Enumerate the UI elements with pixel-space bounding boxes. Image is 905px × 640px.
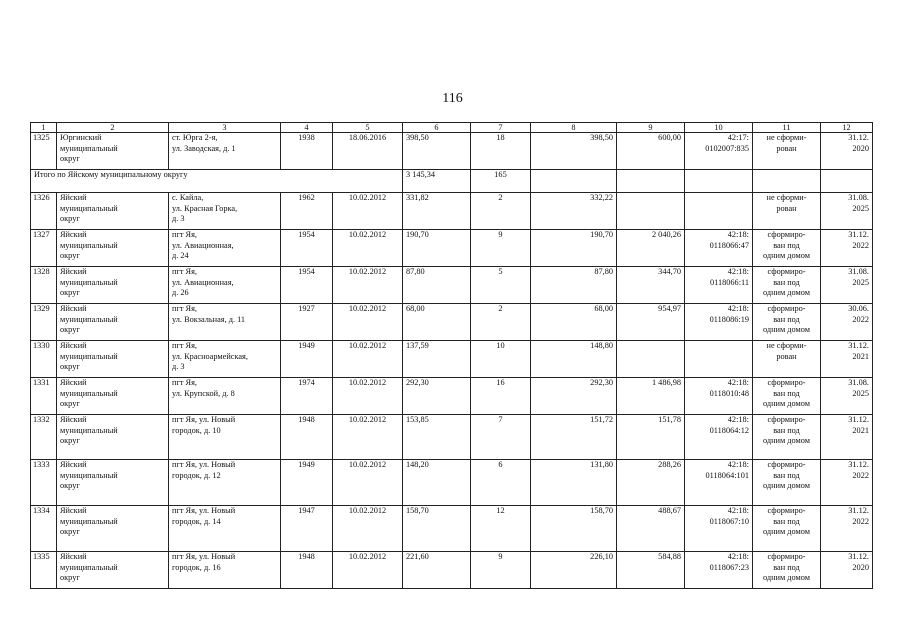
recognition-date: 10.02.2012	[333, 304, 403, 341]
cadastral-number: 42:18: 0118067:23	[685, 552, 753, 589]
total-area: 148,20	[403, 460, 471, 506]
housing-register-table	[30, 122, 873, 589]
build-year: 1927	[281, 304, 333, 341]
demolition-deadline: 31.08. 2025	[821, 378, 873, 415]
municipal-district: Яйский муниципальный округ	[57, 267, 169, 304]
address: пгт Яя, ул. Новый городок, д. 16	[169, 552, 281, 589]
municipal-district: Яйский муниципальный округ	[57, 230, 169, 267]
land-plot-area: 288,26	[617, 460, 685, 506]
empty-cell	[617, 170, 685, 193]
column-header: 6	[403, 123, 471, 133]
resettlement-area: 151,72	[531, 415, 617, 460]
municipal-district: Яйский муниципальный округ	[57, 506, 169, 552]
column-header: 7	[471, 123, 531, 133]
table-row	[31, 552, 873, 589]
resettlement-area: 131,80	[531, 460, 617, 506]
recognition-date: 10.02.2012	[333, 341, 403, 378]
address: пгт Яя, ул. Авиационная, д. 24	[169, 230, 281, 267]
cadastral-number: 42:18: 0118067:10	[685, 506, 753, 552]
resettlement-area: 190,70	[531, 230, 617, 267]
land-status: не сформи- рован	[753, 133, 821, 170]
column-number-row	[31, 123, 873, 133]
recognition-date: 10.02.2012	[333, 415, 403, 460]
resettlement-area: 292,30	[531, 378, 617, 415]
residents-count: 7	[471, 415, 531, 460]
demolition-deadline: 31.08. 2025	[821, 267, 873, 304]
total-area: 68,00	[403, 304, 471, 341]
land-plot-area: 954,97	[617, 304, 685, 341]
land-status: сформиро- ван под одним домом	[753, 415, 821, 460]
record-number: 1328	[31, 267, 57, 304]
total-residents: 165	[471, 170, 531, 193]
record-number: 1333	[31, 460, 57, 506]
cadastral-number: 42:18: 0118010:48	[685, 378, 753, 415]
demolition-deadline: 31.08. 2025	[821, 193, 873, 230]
build-year: 1974	[281, 378, 333, 415]
municipal-district: Яйский муниципальный округ	[57, 193, 169, 230]
recognition-date: 10.02.2012	[333, 460, 403, 506]
municipal-district: Яйский муниципальный округ	[57, 378, 169, 415]
resettlement-area: 68,00	[531, 304, 617, 341]
residents-count: 9	[471, 230, 531, 267]
demolition-deadline: 31.12. 2022	[821, 230, 873, 267]
cadastral-number	[685, 341, 753, 378]
land-status: сформиро- ван под одним домом	[753, 552, 821, 589]
residents-count: 16	[471, 378, 531, 415]
demolition-deadline: 31.12. 2022	[821, 460, 873, 506]
column-header: 10	[685, 123, 753, 133]
build-year: 1962	[281, 193, 333, 230]
land-status: сформиро- ван под одним домом	[753, 267, 821, 304]
total-area: 153,85	[403, 415, 471, 460]
municipal-district: Яйский муниципальный округ	[57, 304, 169, 341]
resettlement-area: 148,80	[531, 341, 617, 378]
resettlement-area: 332,22	[531, 193, 617, 230]
recognition-date: 10.02.2012	[333, 552, 403, 589]
demolition-deadline: 31.12. 2022	[821, 506, 873, 552]
cadastral-number: 42:18: 0118066:47	[685, 230, 753, 267]
land-status: сформиро- ван под одним домом	[753, 506, 821, 552]
table-row	[31, 304, 873, 341]
demolition-deadline: 31.12. 2020	[821, 133, 873, 170]
address: с. Кайла, ул. Красная Горка, д. 3	[169, 193, 281, 230]
land-status: сформиро- ван под одним домом	[753, 230, 821, 267]
recognition-date: 10.02.2012	[333, 230, 403, 267]
column-header: 9	[617, 123, 685, 133]
municipal-district: Яйский муниципальный округ	[57, 460, 169, 506]
total-area: 158,70	[403, 506, 471, 552]
table-row	[31, 506, 873, 552]
residents-count: 12	[471, 506, 531, 552]
record-number: 1334	[31, 506, 57, 552]
land-plot-area: 344,70	[617, 267, 685, 304]
cadastral-number: 42:18: 0118064:101	[685, 460, 753, 506]
build-year: 1948	[281, 552, 333, 589]
residents-count: 6	[471, 460, 531, 506]
cadastral-number: 42:18: 0118066:11	[685, 267, 753, 304]
address: пгт Яя, ул. Вокзальная, д. 11	[169, 304, 281, 341]
municipal-district: Юргинский муниципальный округ	[57, 133, 169, 170]
table-row	[31, 267, 873, 304]
address: пгт Яя, ул. Новый городок, д. 10	[169, 415, 281, 460]
empty-cell	[753, 170, 821, 193]
land-plot-area	[617, 193, 685, 230]
residents-count: 18	[471, 133, 531, 170]
build-year: 1938	[281, 133, 333, 170]
address: пгт Яя, ул. Крупской, д. 8	[169, 378, 281, 415]
column-header: 5	[333, 123, 403, 133]
total-area: 221,60	[403, 552, 471, 589]
municipal-district: Яйский муниципальный округ	[57, 341, 169, 378]
build-year: 1947	[281, 506, 333, 552]
empty-cell	[531, 170, 617, 193]
build-year: 1949	[281, 341, 333, 378]
residents-count: 10	[471, 341, 531, 378]
table-body	[31, 123, 873, 589]
demolition-deadline: 30.06. 2022	[821, 304, 873, 341]
recognition-date: 10.02.2012	[333, 193, 403, 230]
table-row	[31, 460, 873, 506]
address: пгт Яя, ул. Новый городок, д. 12	[169, 460, 281, 506]
record-number: 1325	[31, 133, 57, 170]
record-number: 1332	[31, 415, 57, 460]
land-plot-area: 2 040,26	[617, 230, 685, 267]
total-area: 87,80	[403, 267, 471, 304]
record-number: 1331	[31, 378, 57, 415]
table-row	[31, 341, 873, 378]
build-year: 1948	[281, 415, 333, 460]
record-number: 1335	[31, 552, 57, 589]
column-header: 12	[821, 123, 873, 133]
column-header: 2	[57, 123, 169, 133]
cadastral-number: 42:17: 0102007:835	[685, 133, 753, 170]
build-year: 1949	[281, 460, 333, 506]
resettlement-area: 87,80	[531, 267, 617, 304]
recognition-date: 18.06.2016	[333, 133, 403, 170]
cadastral-number	[685, 193, 753, 230]
address: пгт Яя, ул. Красноармейская, д. 3	[169, 341, 281, 378]
empty-cell	[821, 170, 873, 193]
residents-count: 2	[471, 193, 531, 230]
land-plot-area: 600,00	[617, 133, 685, 170]
recognition-date: 10.02.2012	[333, 506, 403, 552]
address: ст. Юрга 2-я, ул. Заводская, д. 1	[169, 133, 281, 170]
land-status: не сформи- рован	[753, 193, 821, 230]
land-plot-area	[617, 341, 685, 378]
table-row	[31, 378, 873, 415]
table-row	[31, 133, 873, 170]
resettlement-area: 158,70	[531, 506, 617, 552]
residents-count: 2	[471, 304, 531, 341]
table-row	[31, 230, 873, 267]
record-number: 1329	[31, 304, 57, 341]
land-plot-area: 488,67	[617, 506, 685, 552]
recognition-date: 10.02.2012	[333, 378, 403, 415]
total-row	[31, 170, 873, 193]
demolition-deadline: 31.12. 2020	[821, 552, 873, 589]
total-label: Итого по Яйскому муниципальному округу	[31, 170, 403, 193]
empty-cell	[685, 170, 753, 193]
record-number: 1326	[31, 193, 57, 230]
cadastral-number: 42:18: 0118086:19	[685, 304, 753, 341]
total-area: 3 145,34	[403, 170, 471, 193]
land-status: сформиро- ван под одним домом	[753, 378, 821, 415]
total-area: 331,82	[403, 193, 471, 230]
resettlement-area: 398,50	[531, 133, 617, 170]
build-year: 1954	[281, 230, 333, 267]
column-header: 8	[531, 123, 617, 133]
land-plot-area: 584,88	[617, 552, 685, 589]
record-number: 1330	[31, 341, 57, 378]
total-area: 398,50	[403, 133, 471, 170]
address: пгт Яя, ул. Авиационная, д. 26	[169, 267, 281, 304]
cadastral-number: 42:18: 0118064:12	[685, 415, 753, 460]
recognition-date: 10.02.2012	[333, 267, 403, 304]
total-area: 190,70	[403, 230, 471, 267]
table-row	[31, 415, 873, 460]
total-area: 137,59	[403, 341, 471, 378]
land-status: сформиро- ван под одним домом	[753, 460, 821, 506]
land-plot-area: 1 486,98	[617, 378, 685, 415]
column-header: 4	[281, 123, 333, 133]
resettlement-area: 226,10	[531, 552, 617, 589]
residents-count: 9	[471, 552, 531, 589]
column-header: 11	[753, 123, 821, 133]
column-header: 1	[31, 123, 57, 133]
record-number: 1327	[31, 230, 57, 267]
address: пгт Яя, ул. Новый городок, д. 14	[169, 506, 281, 552]
column-header: 3	[169, 123, 281, 133]
demolition-deadline: 31.12. 2021	[821, 415, 873, 460]
municipal-district: Яйский муниципальный округ	[57, 552, 169, 589]
build-year: 1954	[281, 267, 333, 304]
land-status: не сформи- рован	[753, 341, 821, 378]
page-number: 116	[442, 91, 463, 106]
land-plot-area: 151,78	[617, 415, 685, 460]
total-area: 292,30	[403, 378, 471, 415]
municipal-district: Яйский муниципальный округ	[57, 415, 169, 460]
land-status: сформиро- ван под одним домом	[753, 304, 821, 341]
residents-count: 5	[471, 267, 531, 304]
table-row	[31, 193, 873, 230]
demolition-deadline: 31.12. 2021	[821, 341, 873, 378]
